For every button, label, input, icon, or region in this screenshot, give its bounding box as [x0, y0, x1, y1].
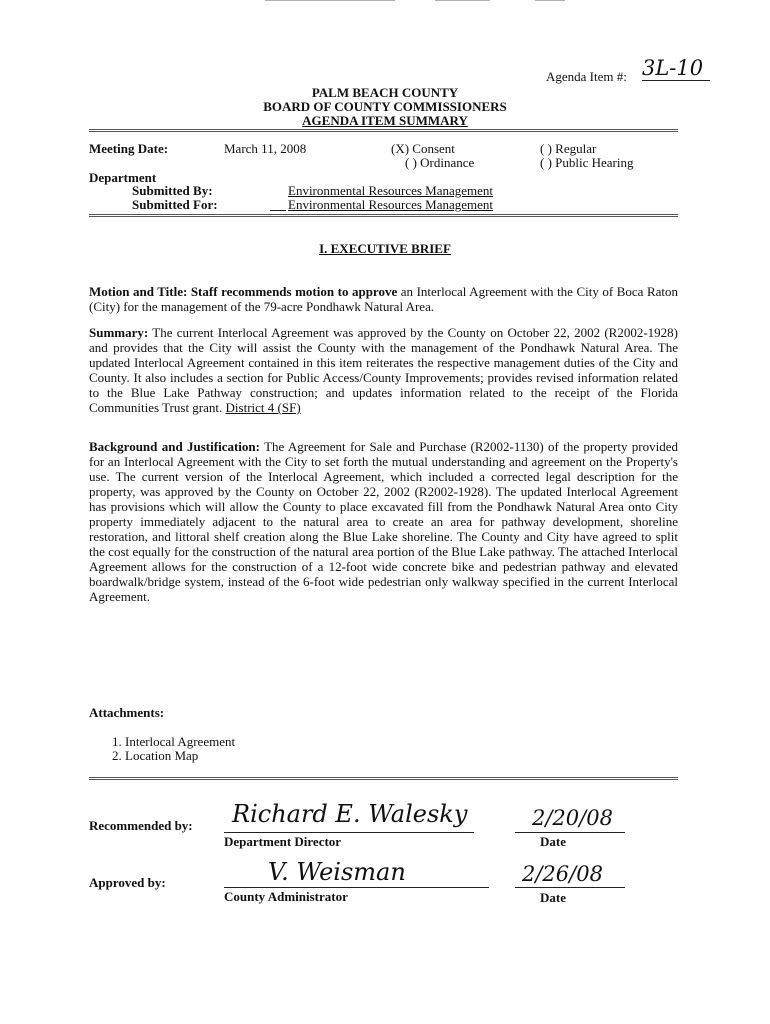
director-signature-line [224, 832, 474, 833]
consent-option: (X) Consent [391, 141, 455, 156]
recommended-date: 2/20/08 [532, 806, 613, 830]
approved-by-label: Approved by: [89, 875, 166, 890]
background-text: The Agreement for Sale and Purchase (R2002-1130) of the property provided for an Interlocal Agreement with the City to set forth the mutual understanding and agreement on the Property's use. The current version of the Interlocal Agreement, which included a corrected legal description for the property, was approved by the County on October 22, 2002 (R2002-1928). The updated Interlocal Agreement has provisions which will allow the County to place excavated fill from the Pondhawk Natural Area onto City property immediately adjacent to the natural area to create an area for pathway development, shoreline restoration, and littoral shelf creation along the Blue Lake shoreline. The County and City have agreed to split the cost equally for the construction of the natural area portion of the Blue Lake pathway. The attached Interlocal Agreement allows for the construction of a 12-foot wide concrete bike and pedestrian pathway and elevated boardwalk/bridge system, instead of the 6-foot wide pedestrian only walkway specified in the current Interlocal Agreement. [89, 439, 679, 604]
department-label: Department [89, 170, 157, 185]
background-paragraph [89, 439, 678, 604]
meeting-date-label: Meeting Date: [89, 141, 169, 156]
date-label: Date [540, 890, 566, 905]
attachment-item: 1. Interlocal Agreement [112, 734, 236, 749]
motion-label: Motion and Title: [89, 284, 188, 299]
agenda-item-number: 3L-10 [642, 56, 710, 81]
submitted-underline [270, 197, 286, 211]
recommended-by-label: Recommended by: [89, 818, 193, 833]
scan-mark [435, 0, 490, 1]
ordinance-option: ( ) Ordinance [405, 155, 475, 170]
public-hearing-option: ( ) Public Hearing [540, 155, 634, 170]
date-label: Date [540, 834, 566, 849]
recommended-date-line [515, 832, 625, 833]
board-title: BOARD OF COUNTY COMMISSIONERS [263, 99, 507, 114]
submitted-by-value: Environmental Resources Management [288, 183, 494, 198]
motion-bold-text: Staff recommends motion to approve [190, 284, 398, 299]
summary-label: Summary: [89, 325, 149, 340]
scan-mark [265, 0, 395, 1]
attachment-item: 2. Location Map [112, 748, 199, 763]
scan-mark [535, 0, 565, 1]
director-signature: Richard E. Walesky [232, 800, 468, 828]
approved-date: 2/26/08 [522, 862, 603, 886]
attachments-divider [89, 777, 678, 780]
page-title: AGENDA ITEM SUMMARY [302, 113, 468, 128]
county-title: PALM BEACH COUNTY [311, 85, 459, 100]
summary-text: The current Interlocal Agreement was approved by the County on October 22, 2002 (R2002-1928) and provides that the City will assist the County with the management of the Pondhawk Natural Area. The updated Interlocal Agreement contained in this item reiterates the respective management duties of the City and County. It also includes a section for Public Access/County Improvements; provides revised information related to the Blue Lake Pathway construction; and updates information related to the receipt of the Florida Communities Trust grant. [89, 325, 679, 415]
meeting-date-value: March 11, 2008 [224, 141, 307, 156]
district-note: District 4 (SF) [225, 400, 301, 415]
administrator-signature-line [224, 887, 489, 888]
motion-text: an Interlocal Agreement with the City of Boca Raton (City) for the management of the 79-acre Pondhawk Natural Area. [89, 284, 679, 314]
approved-date-line [515, 887, 625, 888]
submitted-for-label: Submitted For: [132, 197, 218, 212]
agenda-item-label: Agenda Item #: [546, 69, 627, 84]
regular-option: ( ) Regular [540, 141, 597, 156]
motion-paragraph [89, 284, 678, 314]
submitted-for-value: Environmental Resources Management [288, 197, 494, 212]
administrator-signature: V. Weisman [268, 858, 406, 886]
department-divider [89, 214, 678, 217]
submitted-by-label: Submitted By: [132, 183, 213, 198]
section-title: I. EXECUTIVE BRIEF [319, 241, 451, 256]
summary-paragraph [89, 325, 678, 415]
header-divider [89, 129, 678, 132]
background-label: Background and Justification: [89, 439, 260, 454]
attachments-label: Attachments: [89, 705, 165, 720]
administrator-title: County Administrator [224, 889, 348, 904]
director-title: Department Director [224, 834, 342, 849]
